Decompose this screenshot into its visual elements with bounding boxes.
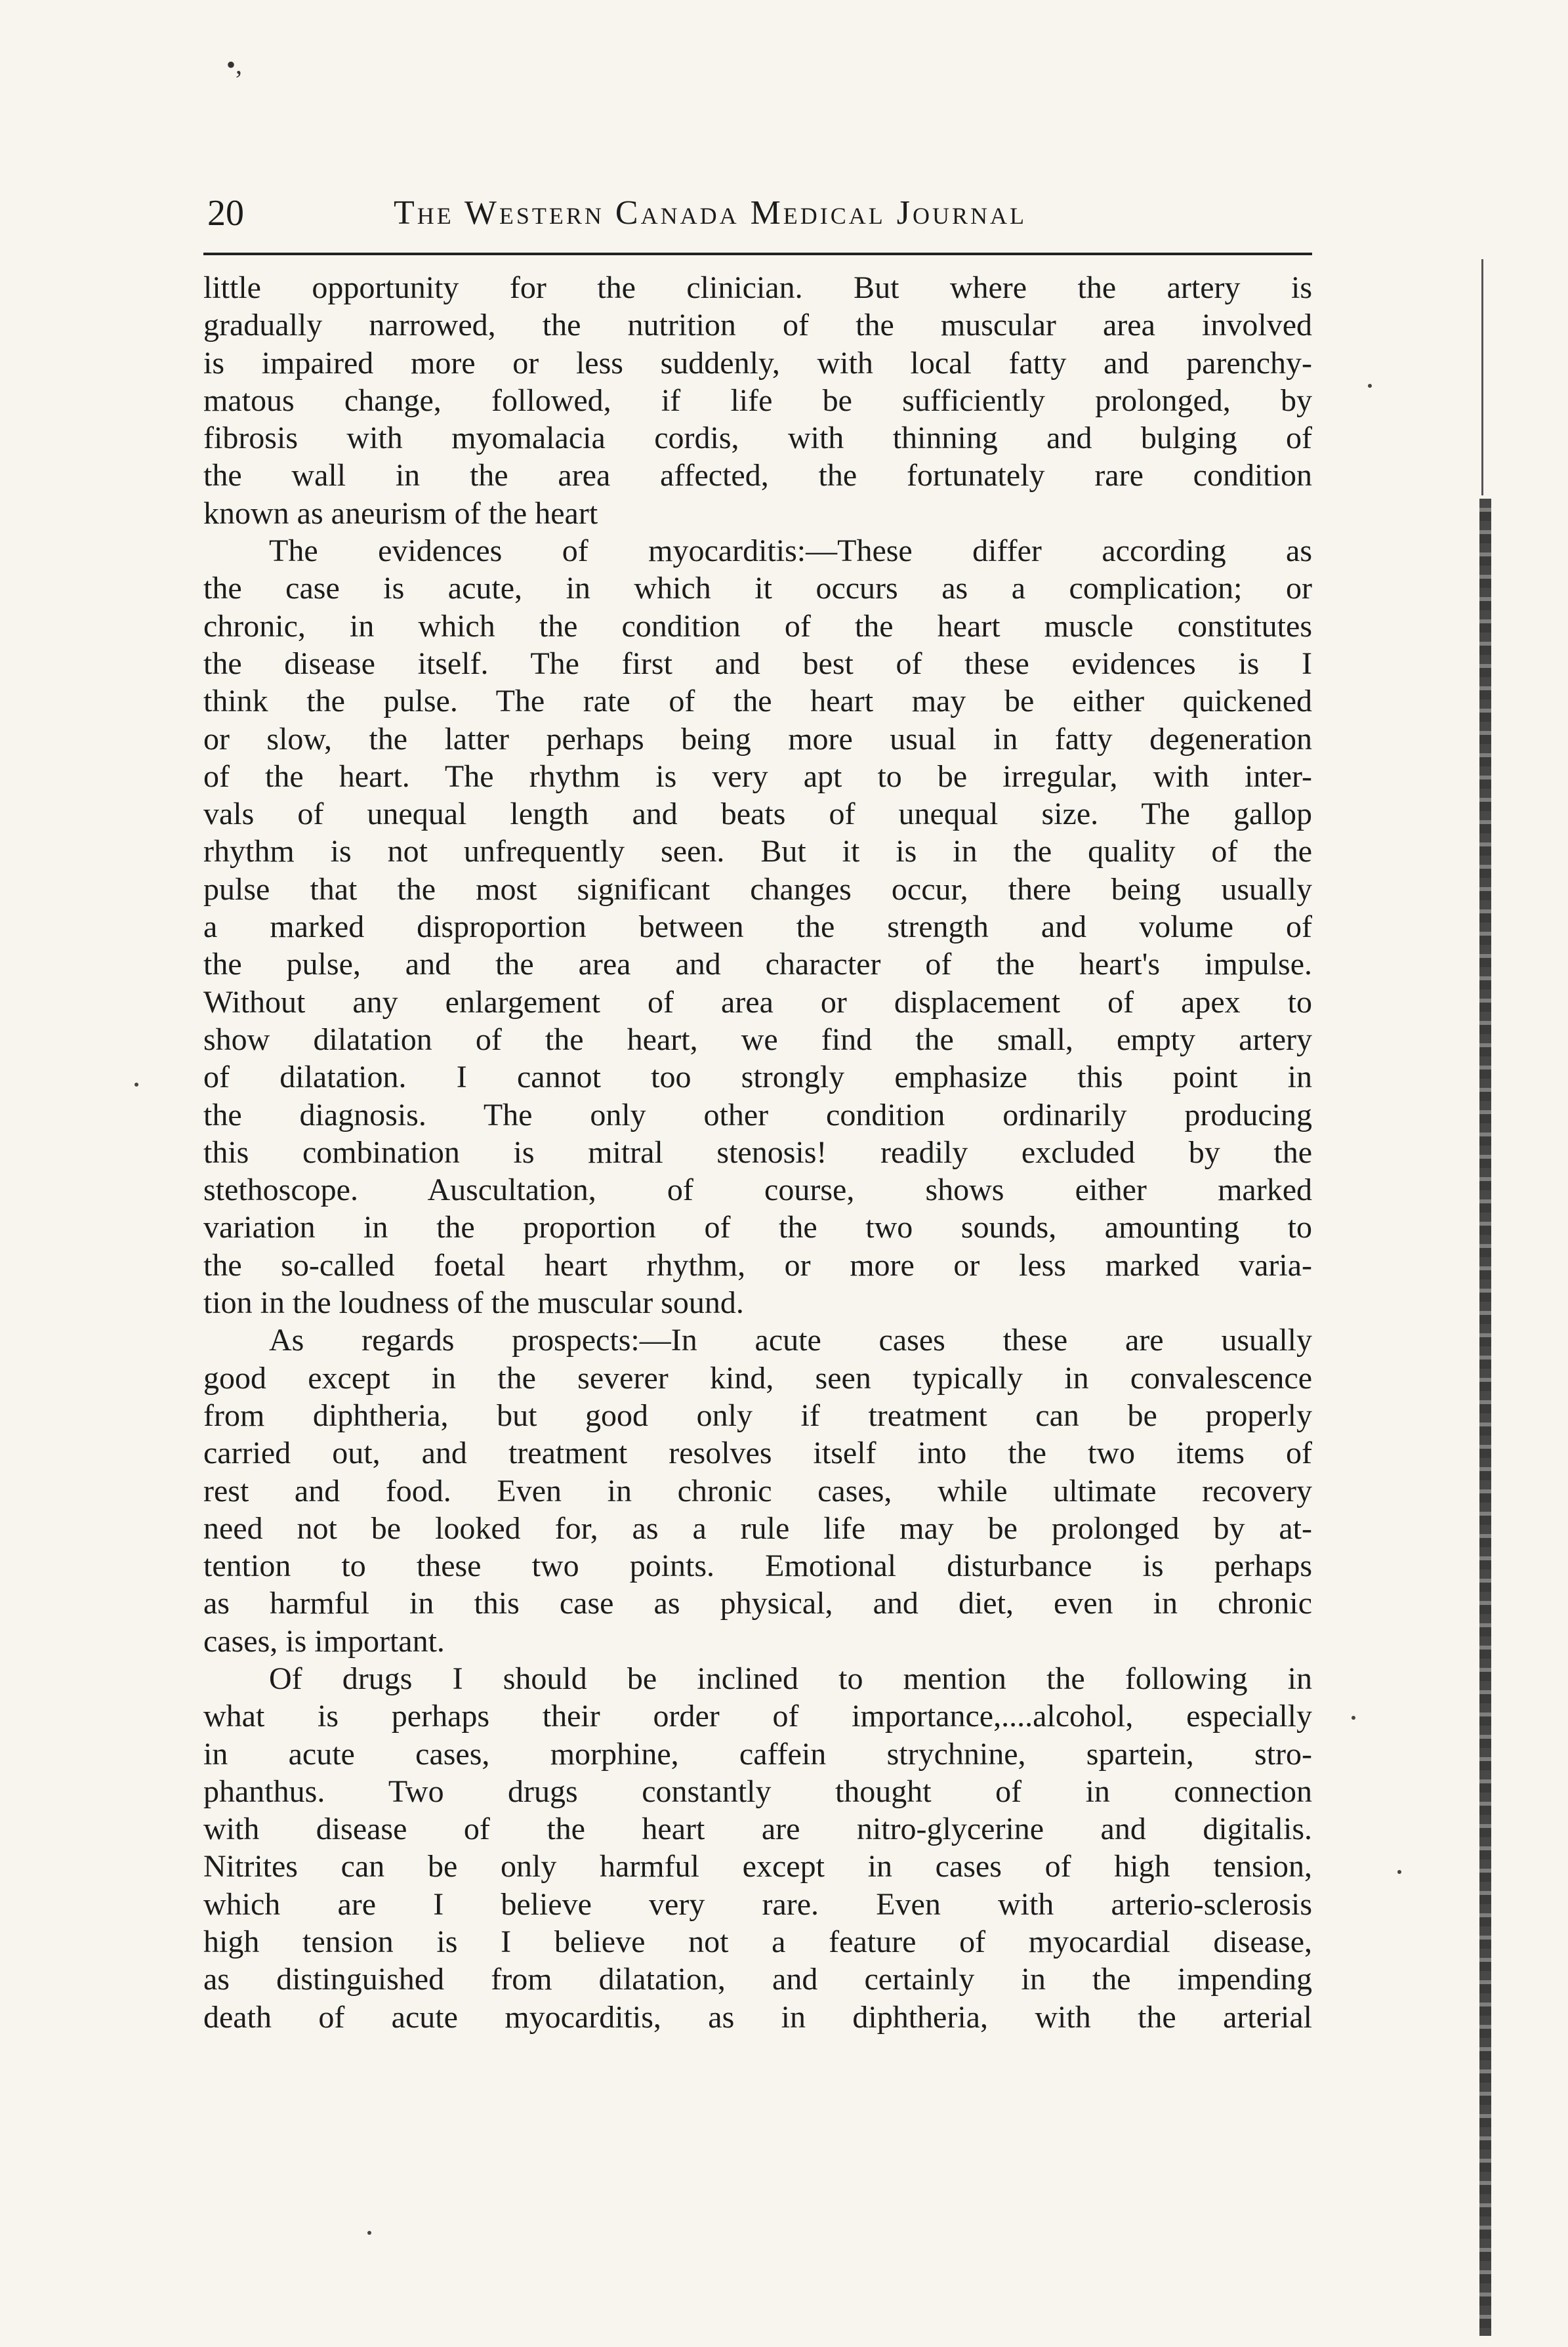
text-line: which are I believe very rare. Even with arterio-sclerosis — [203, 1886, 1312, 1922]
text-line: the so-called foetal heart rhythm, or more or less marked varia- — [203, 1247, 1312, 1283]
text-line: with disease of the heart are nitro-glycerine and digitalis. — [203, 1812, 1312, 1847]
stray-dot — [134, 1083, 138, 1087]
text-line: as harmful in this case as physical, and diet, even in chronic — [203, 1586, 1312, 1621]
text-line: high tension is I believe not a feature of myocardial disease, — [203, 1924, 1312, 1960]
text-line: little opportunity for the clinician. But where the artery is — [203, 270, 1312, 305]
scan-binding-edge — [1479, 499, 1491, 2336]
text-line: stethoscope. Auscultation, of course, shows either marked — [203, 1173, 1312, 1208]
text-line: chronic, in which the condition of the heart muscle constitutes — [203, 608, 1312, 644]
text-line: pulse that the most significant changes occur, there being usually — [203, 871, 1312, 907]
text-line: known as aneurism of the heart — [203, 495, 598, 531]
text-line: is impaired more or less suddenly, with local fatty and parenchy- — [203, 345, 1312, 381]
text-line: phanthus. Two drugs constantly thought of in connection — [203, 1774, 1312, 1809]
text-line: from diphtheria, but good only if treatment can be properly — [203, 1398, 1312, 1433]
text-line: think the pulse. The rate of the heart may be either quickened — [203, 684, 1312, 719]
text-line: cases, is important. — [203, 1623, 445, 1659]
text-line: variation in the proportion of the two sounds, amounting to — [203, 1210, 1312, 1245]
stray-dot — [1397, 1870, 1401, 1874]
stray-dot — [1368, 384, 1372, 388]
text-line: death of acute myocarditis, as in diphtheria, with the arterial — [203, 1999, 1312, 2035]
text-line: The evidences of myocarditis:—These differ according as — [269, 533, 1312, 569]
text-line: show dilatation of the heart, we find the small, empty artery — [203, 1022, 1312, 1057]
text-line: tion in the loudness of the muscular sound. — [203, 1285, 744, 1321]
stray-ink-mark: •, — [226, 50, 243, 79]
text-line: rhythm is not unfrequently seen. But it is in the quality of the — [203, 834, 1312, 869]
text-line: gradually narrowed, the nutrition of the muscular area involved — [203, 308, 1312, 343]
text-line: the disease itself. The first and best of these evidences is I — [203, 646, 1312, 681]
text-line: fibrosis with myomalacia cordis, with thinning and bulging of — [203, 421, 1312, 456]
stray-dot — [1351, 1716, 1355, 1720]
text-line: of the heart. The rhythm is very apt to be irregular, with inter- — [203, 758, 1312, 794]
page-number: 20 — [207, 193, 244, 234]
text-line: Without any enlargement of area or displacement of apex to — [203, 984, 1312, 1020]
text-line: carried out, and treatment resolves itself into the two items of — [203, 1436, 1312, 1471]
article-body — [203, 269, 1312, 2036]
text-line: the wall in the area affected, the fortunately rare condition — [203, 458, 1312, 493]
text-line: need not be looked for, as a rule life may be prolonged by at- — [203, 1510, 1312, 1546]
text-line: rest and food. Even in chronic cases, while ultimate recovery — [203, 1473, 1312, 1508]
text-line: of dilatation. I cannot too strongly emphasize this point in — [203, 1060, 1312, 1095]
text-line: vals of unequal length and beats of unequal size. The gallop — [203, 797, 1312, 832]
scan-binding-edge-top — [1481, 259, 1483, 495]
text-line: Of drugs I should be inclined to mention the following in — [269, 1661, 1312, 1696]
text-line: the pulse, and the area and character of the heart's impulse. — [203, 947, 1312, 982]
text-line: As regards prospects:—In acute cases these are usually — [269, 1323, 1312, 1358]
text-line: in acute cases, morphine, caffein strychnine, spartein, stro- — [203, 1736, 1312, 1772]
text-line: Nitrites can be only harmful except in cases of high tension, — [203, 1849, 1312, 1884]
text-line: what is perhaps their order of importance,....alcohol, especially — [203, 1699, 1312, 1734]
journal-title: The Western Canada Medical Journal — [394, 194, 1027, 232]
text-line: the case is acute, in which it occurs as a complication; or — [203, 571, 1312, 606]
text-line: the diagnosis. The only other condition ordinarily producing — [203, 1097, 1312, 1132]
stray-dot — [367, 2231, 371, 2235]
running-header — [197, 187, 1325, 239]
text-line: or slow, the latter perhaps being more usual in fatty degeneration — [203, 721, 1312, 757]
text-line: this combination is mitral stenosis! readily excluded by the — [203, 1134, 1312, 1170]
text-line: good except in the severer kind, seen typically in convalescence — [203, 1360, 1312, 1396]
text-line: tention to these two points. Emotional disturbance is perhaps — [203, 1548, 1312, 1584]
text-line: matous change, followed, if life be sufficiently prolonged, by — [203, 383, 1312, 418]
text-line: as distinguished from dilatation, and certainly in the impending — [203, 1962, 1312, 1997]
header-rule — [203, 253, 1312, 255]
text-line: a marked disproportion between the strength and volume of — [203, 909, 1312, 945]
